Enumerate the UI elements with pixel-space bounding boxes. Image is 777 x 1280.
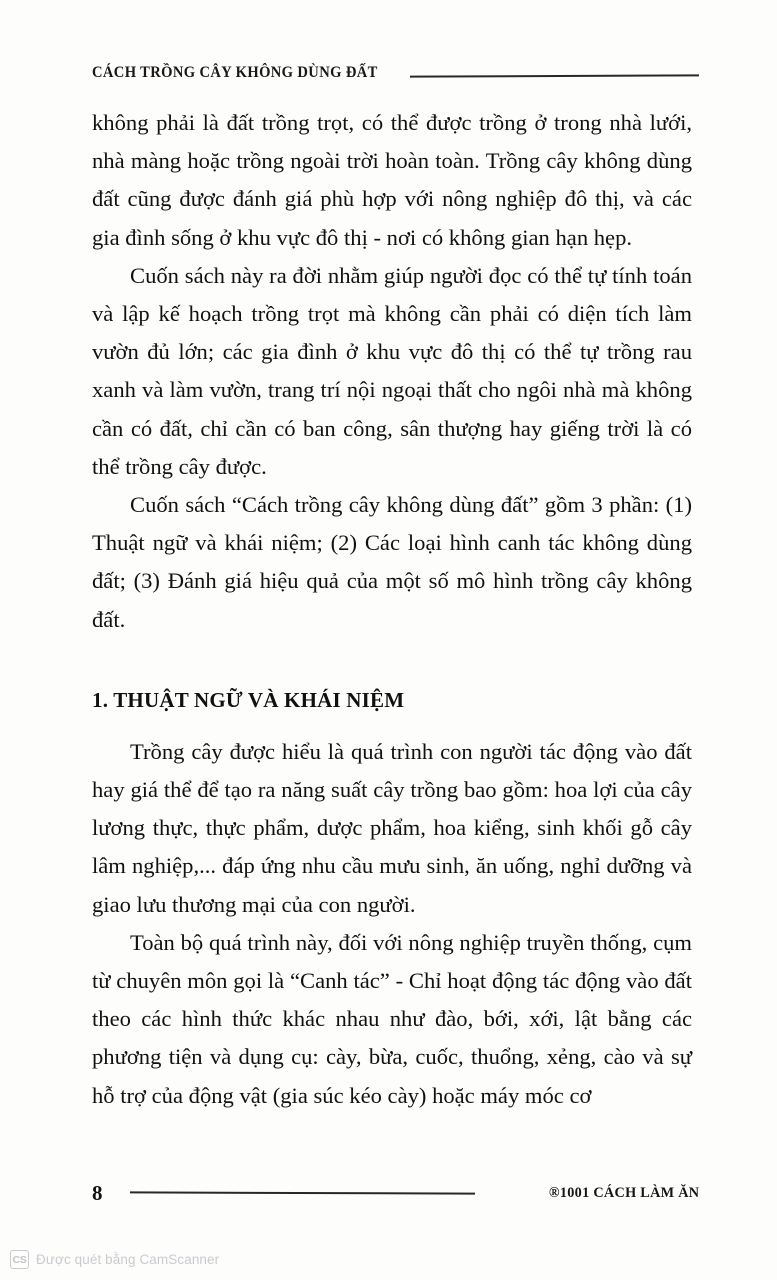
page-number: 8 xyxy=(92,1180,103,1205)
footer-rule xyxy=(130,1191,475,1194)
paragraph-planting-definition: Trồng cây được hiểu là quá trình con người tác động vào đất hay giá thể để tạo ra năng suất cây trồng bao gồm: hoa lợi của cây lương thực, thực phẩm, dược phẩm, hoa kiểng, sinh khối gỗ cây lâm nghiệp,... đáp ứng nhu cầu mưu sinh, ăn uống, nghỉ dưỡng và giao lưu thương mại của con người. xyxy=(92,738,692,917)
running-head-title: CÁCH TRỒNG CÂY KHÔNG DÙNG ĐẤT xyxy=(92,64,378,81)
paragraph-continuation: không phải là đất trồng trọt, có thể được trồng ở trong nhà lưới, nhà màng hoặc trồng ngoài trời hoàn toàn. Trồng cây không dùng đất cũng được đánh giá phù hợp với nông nghiệp đô thị, và các gia đình sống ở khu vực đô thị - nơi có không gian hạn hẹp. xyxy=(92,110,692,250)
page-body xyxy=(92,104,692,1115)
paragraph-book-structure: Cuốn sách “Cách trồng cây không dùng đất” gồm 3 phần: (1) Thuật ngữ và khái niệm; (2) Các loại hình canh tác không dùng đất; (3) Đánh giá hiệu quả của một số mô hình trồng cây không đất. xyxy=(92,492,692,632)
paragraph-cultivation-definition: Toàn bộ quá trình này, đối với nông nghiệp truyền thống, cụm từ chuyên môn gọi là “Canh tác” - Chỉ hoạt động tác động vào đất theo các hình thức khác nhau như đào, bới, xới, lật bằng các phương tiện và dụng cụ: cày, bừa, cuốc, thuổng, xẻng, cào và sự hỗ trợ của động vật (gia súc kéo cày) hoặc máy móc cơ xyxy=(92,929,692,1108)
paragraph-book-purpose: Cuốn sách này ra đời nhằm giúp người đọc có thể tự tính toán và lập kế hoạch trồng trọt mà không cần phải có diện tích làm vườn đủ lớn; các gia đình ở khu vực đô thị có thể tự trồng rau xanh và làm vườn, trang trí nội ngoại thất cho ngôi nhà mà không cần có đất, chỉ cần có ban công, sân thượng hay giếng trời là có thể trồng cây được. xyxy=(92,262,692,479)
publisher-imprint: ®1001 CÁCH LÀM ĂN xyxy=(548,1184,699,1201)
section-heading-block xyxy=(92,683,692,717)
running-head xyxy=(92,60,699,86)
camscanner-badge-icon: CS xyxy=(10,1250,29,1269)
page-footer xyxy=(92,1178,699,1208)
running-head-rule xyxy=(410,74,699,77)
camscanner-watermark-text: Được quét bằng CamScanner xyxy=(36,1252,220,1267)
camscanner-watermark xyxy=(10,1250,219,1269)
section-heading-terminology: 1. THUẬT NGỮ VÀ KHÁI NIỆM xyxy=(92,687,405,712)
